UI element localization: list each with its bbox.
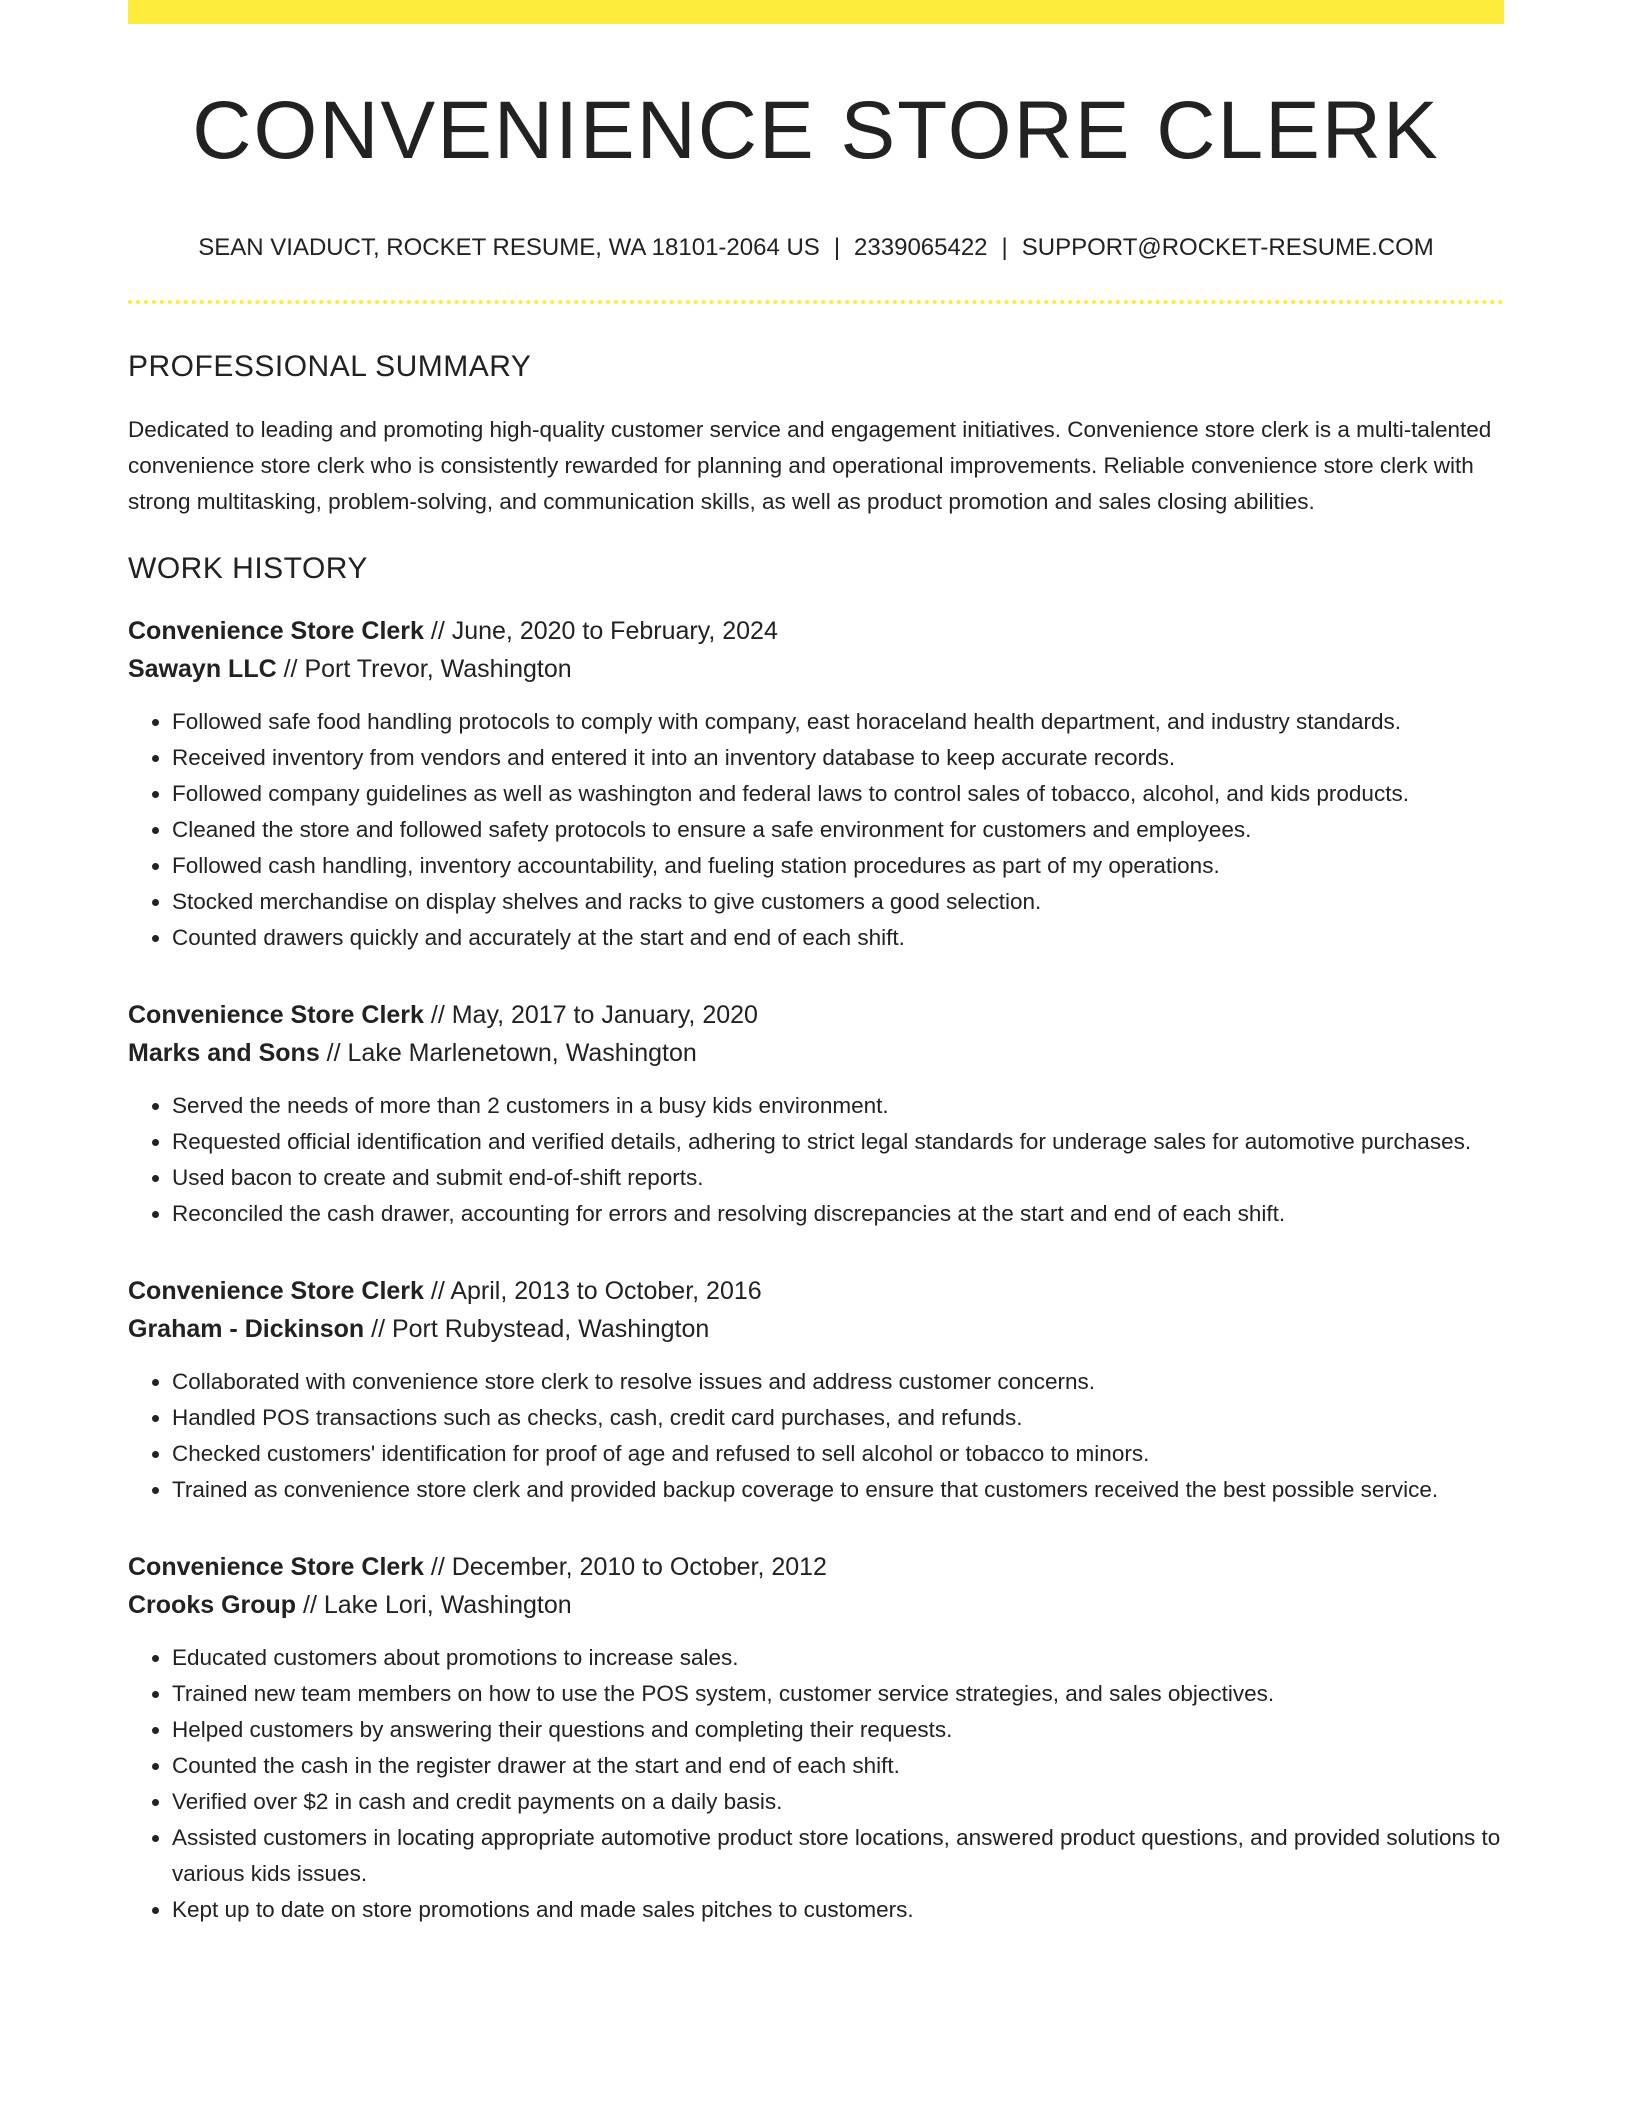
job-title-line [128, 612, 1504, 650]
job-bullet: • Counted the cash in the register drawer at the start and end of each shift. [172, 1748, 1504, 1784]
job-bullet: • Educated customers about promotions to increase sales. [172, 1640, 1504, 1676]
job-bullet: • Counted drawers quickly and accurately at the start and end of each shift. [172, 920, 1504, 956]
job-bullet: • Reconciled the cash drawer, accounting for errors and resolving discrepancies at the start and end of each shift. [172, 1196, 1504, 1232]
summary-heading: PROFESSIONAL SUMMARY [128, 350, 532, 384]
job-bullet: • Trained as convenience store clerk and provided backup coverage to ensure that customers received the best possible service. [172, 1472, 1504, 1508]
job-bullets [128, 1640, 1504, 1928]
job-bullet: • Used bacon to create and submit end-of-shift reports. [172, 1160, 1504, 1196]
job-bullets [128, 1364, 1504, 1508]
job-bullets [128, 1088, 1504, 1232]
job-bullet: • Followed cash handling, inventory accountability, and fueling station procedures as part of my operations. [172, 848, 1504, 884]
job-bullet: • Helped customers by answering their questions and completing their requests. [172, 1712, 1504, 1748]
job-company: Graham - Dickinson [128, 1315, 365, 1344]
job-dates: // April, 2013 to October, 2016 [423, 1277, 762, 1306]
job-title: Convenience Store Clerk [128, 1277, 424, 1306]
job-bullet: • Trained new team members on how to use the POS system, customer service strategies, and sales objectives. [172, 1676, 1504, 1712]
resume-title: CONVENIENCE STORE CLERK [192, 85, 1440, 176]
work-history-heading: WORK HISTORY [128, 552, 368, 586]
job-company: Crooks Group [128, 1591, 297, 1620]
job-title: Convenience Store Clerk [128, 617, 424, 646]
job-company-line [128, 1034, 1504, 1072]
job-location: // Port Trevor, Washington [276, 655, 572, 684]
job-bullet: • Stocked merchandise on display shelves and racks to give customers a good selection. [172, 884, 1504, 920]
job-title-line [128, 1272, 1504, 1310]
job-company-line [128, 1586, 1504, 1624]
work-history-list [128, 612, 1504, 1928]
job-dates: // June, 2020 to February, 2024 [423, 617, 778, 646]
job-bullet: • Followed safe food handling protocols to comply with company, east horaceland health department, and industry standards. [172, 704, 1504, 740]
dotted-divider [128, 300, 1504, 304]
job-bullet: • Assisted customers in locating appropriate automotive product store locations, answered product questions, and provided solutions to various kids issues. [172, 1820, 1504, 1892]
contact-separator: | [1001, 234, 1008, 262]
job-company: Sawayn LLC [128, 655, 277, 684]
contact-address: SEAN VIADUCT, ROCKET RESUME, WA 18101-2064 US [198, 234, 820, 262]
job-entry [128, 1272, 1504, 1508]
job-bullet: • Requested official identification and verified details, adhering to strict legal standards for underage sales for automotive purchases. [172, 1124, 1504, 1160]
job-entry [128, 1548, 1504, 1928]
job-bullet: • Kept up to date on store promotions and made sales pitches to customers. [172, 1892, 1504, 1928]
accent-top-bar [128, 0, 1504, 24]
job-location: // Lake Lori, Washington [296, 1591, 572, 1620]
job-bullet: • Verified over $2 in cash and credit payments on a daily basis. [172, 1784, 1504, 1820]
summary-text: Dedicated to leading and promoting high-quality customer service and engagement initiatives. Convenience store clerk is a multi-talented convenience store clerk who is consistently rewarded for planning and operational improvements. Reliable convenience store clerk with strong multitasking, problem-solving, and communication skills, as well as product promotion and sales closing abilities. [128, 417, 1492, 515]
job-company-line [128, 1310, 1504, 1348]
job-title-line [128, 1548, 1504, 1586]
job-location: // Lake Marlenetown, Washington [319, 1039, 697, 1068]
contact-phone: 2339065422 [854, 234, 988, 262]
job-dates: // May, 2017 to January, 2020 [423, 1001, 758, 1030]
job-entry [128, 996, 1504, 1232]
resume-page [128, 0, 1504, 1928]
contact-line [128, 234, 1504, 262]
job-bullet: • Followed company guidelines as well as washington and federal laws to control sales of tobacco, alcohol, and kids products. [172, 776, 1504, 812]
job-bullet: • Collaborated with convenience store clerk to resolve issues and address customer concerns. [172, 1364, 1504, 1400]
job-bullet: • Received inventory from vendors and entered it into an inventory database to keep accurate records. [172, 740, 1504, 776]
job-bullets [128, 704, 1504, 956]
contact-separator: | [833, 234, 841, 262]
job-title: Convenience Store Clerk [128, 1553, 424, 1582]
job-bullet: • Checked customers' identification for proof of age and refused to sell alcohol or tobacco to minors. [172, 1436, 1504, 1472]
job-bullet: • Cleaned the store and followed safety protocols to ensure a safe environment for customers and employees. [172, 812, 1504, 848]
job-bullet: • Served the needs of more than 2 customers in a busy kids environment. [172, 1088, 1504, 1124]
job-company-line [128, 650, 1504, 688]
job-bullet: • Handled POS transactions such as checks, cash, credit card purchases, and refunds. [172, 1400, 1504, 1436]
job-entry [128, 612, 1504, 956]
job-title-line [128, 996, 1504, 1034]
contact-email: SUPPORT@ROCKET-RESUME.COM [1021, 234, 1434, 262]
job-title: Convenience Store Clerk [128, 1001, 424, 1030]
job-location: // Port Rubystead, Washington [364, 1315, 710, 1344]
job-company: Marks and Sons [128, 1039, 320, 1068]
job-dates: // December, 2010 to October, 2012 [423, 1553, 827, 1582]
